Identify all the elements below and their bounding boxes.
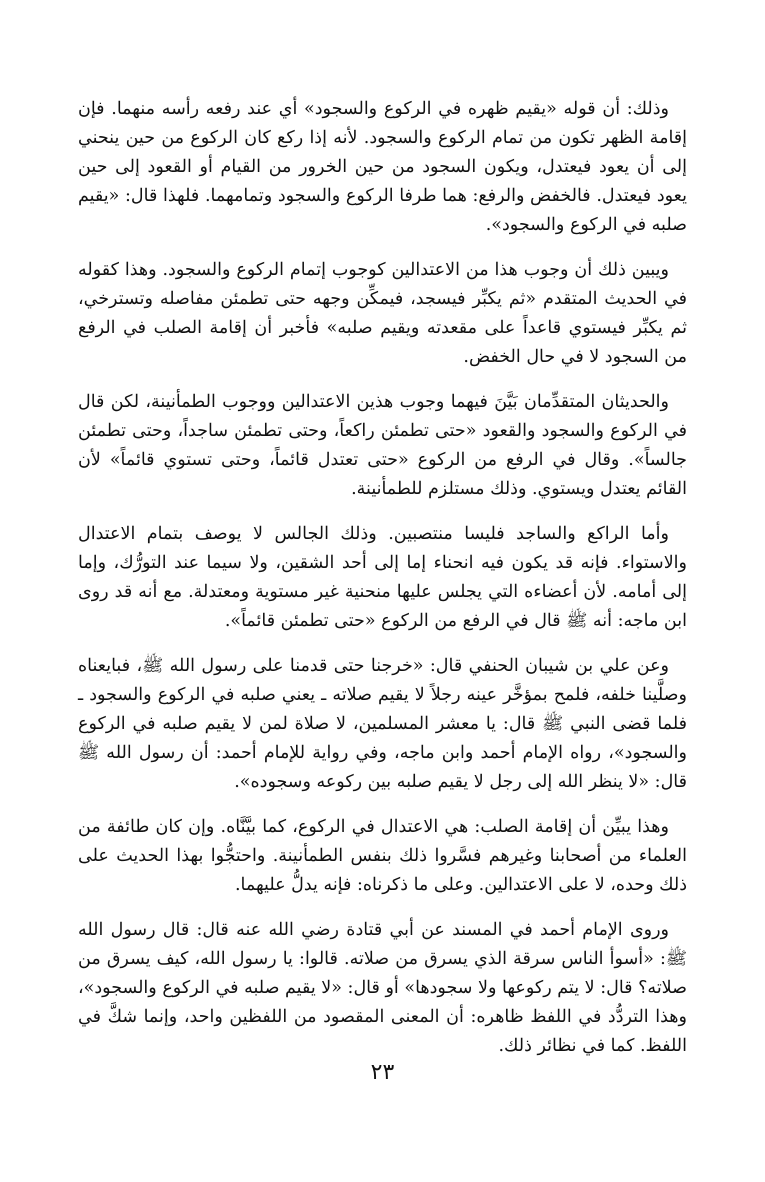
paragraph-3: والحديثان المتقدِّمان بَيَّنَ فيهما وجوب هذين الاعتدالين ووجوب الطمأنينة، لكن قال في الركوع والسجود والقعود «حتى تطمئن راكعاً، وحتى تطمئن ساجداً، وحتى تطمئن جالساً». وقال في الرفع من الركوع «حتى تعتدل قائماً، وحتى تستوي قائماً» لأن القائم يعتدل ويستوي. وذلك مستلزم للطمأنينة.: [78, 392, 687, 499]
body-text: [78, 95, 687, 1061]
paragraph-4: وأما الراكع والساجد فليسا منتصبين. وذلك الجالس لا يوصف بتمام الاعتدال والاستواء. فإنه قد يكون فيه انحناء إما إلى أحد الشقين، ولا سيما عند التورُّك، وإما إلى أمامه. لأن أعضاءه التي يجلس عليها منحنية غير مستوية ومعتدلة. مع أنه قد روى ابن ماجه: أنه ﷺ قال في الرفع من الركوع «حتى تطمئن قائماً».: [78, 524, 687, 631]
paragraph-5: وعن علي بن شيبان الحنفي قال: «خرجنا حتى قدمنا على رسول الله ﷺ، فبايعناه وصلَّينا خلفه، فلمح بمؤخَّر عينه رجلاً لا يقيم صلاته ـ يعني صلبه في الركوع والسجود ـ فلما قضى النبي ﷺ قال: يا معشر المسلمين، لا صلاة لمن لا يقيم صلبه في الركوع والسجود»، رواه الإمام أحمد وابن ماجه، وفي رواية للإمام أحمد: أن رسول الله ﷺ قال: «لا ينظر الله إلى رجل لا يقيم صلبه بين ركوعه وسجوده».: [78, 656, 687, 792]
page-number: ٢٣: [370, 1060, 395, 1085]
paragraph-2: ويبين ذلك أن وجوب هذا من الاعتدالين كوجوب إتمام الركوع والسجود. وهذا كقوله في الحديث المتقدم «ثم يكبِّر فيسجد، فيمكِّن وجهه حتى تطمئن مفاصله وتسترخي، ثم يكبِّر فيستوي قاعداً على مقعدته ويقيم صلبه» فأخبر أن إقامة الصلب في الرفع من السجود لا في حال الخفض.: [78, 260, 687, 367]
paragraph-1: وذلك: أن قوله «يقيم ظهره في الركوع والسجود» أي عند رفعه رأسه منهما. فإن إقامة الظهر تكون من تمام الركوع والسجود. لأنه إذا ركع كان الركوع من حين ينحني إلى أن يعود فيعتدل، ويكون السجود من حين الخرور من القيام أو القعود إلى حين يعود فيعتدل. فالخفض والرفع: هما طرفا الركوع والسجود وتمامهما. فلهذا قال: «يقيم صلبه في الركوع والسجود».: [78, 99, 687, 235]
paragraph-7: وروى الإمام أحمد في المسند عن أبي قتادة رضي الله عنه قال: قال رسول الله ﷺ: «أسوأ الناس سرقة الذي يسرق من صلاته. قالوا: يا رسول الله، كيف يسرق من صلاته؟ قال: لا يتم ركوعها ولا سجودها» أو قال: «لا يقيم صلبه في الركوع والسجود»، وهذا التردُّد في اللفظ ظاهره: أن المعنى المقصود من اللفظين واحد، وإنما شكَّ في اللفظ. كما في نظائر ذلك.: [78, 920, 687, 1056]
paragraph-6: وهذا يبيِّن أن إقامة الصلب: هي الاعتدال في الركوع، كما بيَّنَّاه. وإن كان طائفة من العلماء من أصحابنا وغيرهم فسَّروا ذلك بنفس الطمأنينة. واحتجُّوا بهذا الحديث على ذلك وحده، لا على الاعتدالين. وعلى ما ذكرناه: فإنه يدلُّ عليهما.: [78, 817, 687, 895]
